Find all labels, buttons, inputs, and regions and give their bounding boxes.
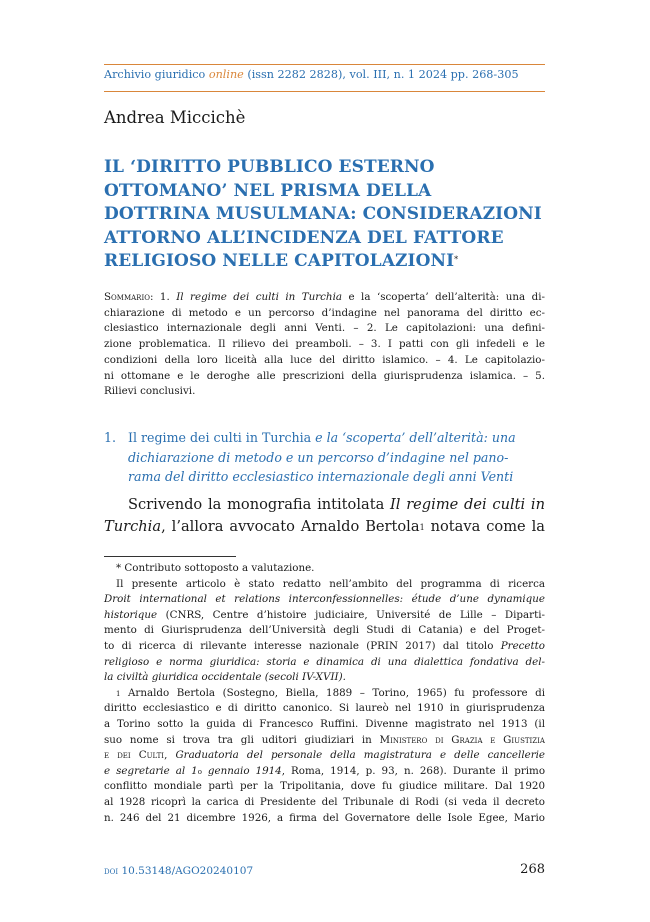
body-text: Scrivendo la monografia intitolata [128, 496, 391, 513]
section-title-italic: dichiarazione di metodo e un percorso d’indagine nel pano- [128, 449, 509, 465]
footnote-line: n. 246 del 21 dicembre 1926, a firma del Governatore delle Isole Egee, Mario [104, 811, 545, 824]
section-heading-line [104, 448, 545, 468]
summary-line: zione problematica. Il rilievo dei preamboli. – 3. I patti con gli infedeli e le [104, 338, 545, 351]
footnote-smallcaps: Ministero di Grazia e Giustizia [379, 733, 545, 746]
title-line: DOTTRINA MUSULMANA: CONSIDERAZIONI [104, 204, 542, 224]
footnote-line [104, 733, 545, 749]
footnote-line: al 1928 ricoprì la carica di Presidente del Tribunale di Rodi (si veda il decreto [104, 795, 545, 808]
article-summary [104, 290, 545, 400]
footnote-ordinal: o [197, 767, 202, 776]
footnote-text: to di ricerca di rilevante interesse nazionale (PRIN 2017) dal titolo [104, 639, 501, 652]
summary-text: 1. [153, 291, 177, 303]
section-title-italic: rama del diritto ecclesiastico internazionale degli anni Venti [128, 469, 514, 484]
footnote-line [104, 764, 545, 780]
footnote-text: suo nome si trova tra gli uditori giudiziari in [104, 733, 380, 746]
title-line [104, 250, 549, 274]
journal-online-label: online [208, 68, 244, 81]
footnote-text: , Roma, 1914, p. 93, n. 268). Durante il primo [281, 764, 546, 777]
summary-line: Rilievi conclusivi. [104, 385, 196, 398]
footnote-star: * Contributo sottoposto a valutazione. [116, 562, 315, 574]
title-line: OTTOMANO’ NEL PRISMA DELLA [104, 180, 432, 201]
author-name: Andrea Miccichè [104, 108, 246, 127]
body-text: , l’allora avvocato Arnaldo Bertola [161, 518, 420, 535]
summary-line: clesiastico internazionale degli anni Venti. – 2. Le capitolazioni: una defini- [104, 322, 545, 335]
body-line [104, 516, 545, 538]
footnote-line [104, 592, 545, 608]
footnote-italic: Graduatoria del personale della magistratura e delle cancellerie [175, 749, 546, 762]
journal-header [104, 68, 545, 81]
section-title-italic: e la ‘scoperta’ dell’alterità: una [311, 430, 516, 445]
footnote-italic: religioso e norma giuridica: storia e dinamica di una dialettica fondativa del- [104, 655, 545, 668]
footnote-line [104, 608, 545, 624]
doi-value: 10.53148/AGO20240107 [118, 865, 254, 877]
journal-issue-info: (issn 2282 2828), vol. III, n. 1 2024 pp. 268-305 [243, 68, 519, 81]
footnote-line [104, 639, 545, 655]
footnote-text: , [164, 749, 176, 762]
footnote-line: a Torino sotto la guida di Francesco Ruffini. Divenne magistrato nel 1913 (il [104, 717, 545, 730]
doi-link[interactable] [104, 865, 253, 877]
doi-label: doi [104, 865, 119, 877]
footnote-line [104, 655, 545, 671]
journal-name: Archivio giuridico [104, 68, 209, 81]
footnote-line [104, 748, 545, 764]
body-line [104, 494, 545, 516]
footnote-italic: gennaio 1914 [201, 764, 282, 777]
header-top-rule [104, 64, 545, 65]
section-heading-line [104, 428, 545, 448]
summary-line [104, 290, 545, 306]
title-line: IL ‘DIRITTO PUBBLICO ESTERNO [104, 157, 435, 177]
section-heading-line [104, 467, 545, 487]
section-number: 1. [104, 430, 117, 445]
body-paragraph [104, 494, 545, 538]
footnote-number: 1 [116, 689, 121, 698]
section-heading [104, 428, 545, 487]
page-number: 268 [520, 862, 545, 877]
title-line-text: RELIGIOSO NELLE CAPITOLAZIONI [104, 251, 455, 271]
footnote-line: diritto ecclesiastico e di diritto canonico. Si laureò nel 1910 in giurisprudenza [104, 702, 545, 715]
footnote-reference[interactable]: 1 [419, 523, 425, 532]
summary-label: Sommario: [104, 291, 154, 303]
summary-line: chiarazione di metodo e un percorso d’indagine nel panorama del diritto ec- [104, 306, 545, 319]
footnote-italic: e segretarie al 1 [104, 764, 198, 777]
footnote-italic: historique [104, 608, 158, 621]
footnote-italic: Precetto [500, 639, 545, 652]
footnote-italic: Droit international et relations interconfessionnelles: étude d’une dynamique [104, 593, 545, 606]
footnote-line: Il presente articolo è stato redatto nell’ambito del programma di ricerca [116, 577, 545, 590]
footnote-line [104, 670, 545, 686]
body-text: notava come la [424, 518, 545, 535]
summary-line: ni ottomane e le deroghe alle prescrizioni della giurisprudenza islamica. – 5. [104, 369, 545, 382]
title-line: ATTORNO ALL’INCIDENZA DEL FATTORE [104, 227, 504, 248]
summary-text: e la ‘scoperta’ dell’alterità: una di- [342, 291, 545, 303]
title-footnote-mark: * [454, 255, 459, 264]
body-italic: Turchia [104, 518, 162, 535]
summary-line: condizioni della loro liceità alla luce del diritto islamico. – 4. Le capitolazio- [104, 353, 545, 366]
section-title-text: Il regime dei culti in Turchia [128, 430, 312, 445]
footnote-smallcaps: e dei Culti [104, 749, 165, 762]
footnote-line: mento di Giurisprudenza dell’Università degli Studi di Catania) e del Proget- [104, 624, 545, 637]
footnote-separator [104, 556, 236, 557]
footnote-text: (CNRS, Centre d’histoire judiciaire, Université de Lille – Diparti- [157, 608, 545, 621]
footnote-line: conflitto mondiale partì per la Tripolitania, dove fu giudice militare. Dal 1920 [104, 780, 545, 793]
footnote-italic: la civiltà giuridica occidentale (secoli IV-XVII). [104, 671, 346, 684]
footnote-text: Arnaldo Bertola (Sostegno, Biella, 1889 – Torino, 1965) fu professore di [120, 686, 545, 699]
footnote-line [104, 686, 545, 702]
article-title [104, 156, 549, 274]
summary-italic: Il regime dei culti in Turchia [176, 291, 342, 303]
body-italic: Il regime dei culti in [390, 496, 545, 513]
header-bottom-rule [104, 91, 545, 92]
footnotes [104, 561, 545, 826]
